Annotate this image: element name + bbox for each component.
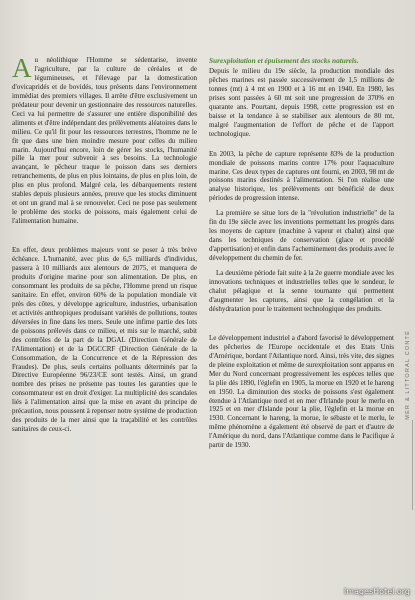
side-label: MER & LITTORAL CONTÉ: [405, 330, 411, 420]
side-rule: [412, 420, 413, 510]
body-paragraph-2: En effet, deux problèmes majeurs vont se poser à très brève échéance. L'humanité, avec plus de 6,5 milliards d'individus, passera à 10 milliards aux alentours de 2075, et manquera de produits d'origine marine pour son alimentation. De plus, en consommant les produits de sa pêche, l'Homme prend un risque sanitaire. En effet, environ 60% de la population mondiale vit près des côtes, y développe agriculture, industries, urbanisation et activités anthropiques produisant variétés de pollutions, toutes déversées in fine dans les mers. Seule une infime partie des lots de poissons prélevés dans ce milieu, et mis sur le marché, subit des contrôles de la part de la DGAL (Direction Générale de l'Alimentation) et de la DGCCRF (Direction Générale de la Consommation, de la Concurrence et de la Répression des Fraudes). De plus, seuls certains polluants déterminés par la Directive Européenne 96/23/CE sont testés. Ainsi, un grand nombre des prises ne présente pas toutes les garanties que le consommateur est en droit d'exiger. La multiplicité des scandales liés à l'alimentation ainsi que la mise en avant du principe de précaution, nous poussent à repenser notre système de production des produits de la mer ainsi que la traçabilité et les contrôles sanitaires de ceux-ci.: [12, 246, 197, 434]
body-paragraph-4: En 2003, la pêche de capture représente 83% de la production mondiale de poissons marins contre 17% pour l'aquaculture marine. Ces deux types de captures ont fourni, en 2003, 98 mt de poissons marins destinés à l'alimentation. Si l'on réalise une analyse historique, les prélèvements ont bénéficié de deux périodes de progression intense.: [209, 149, 394, 203]
body-paragraph-5: La première se situe lors de la "révolution industrielle" de la fin du 19e siècle avec les inventions permettant les progrès dans les moyens de capture (machine à vapeur et chalut) ainsi que dans les techniques de conservation (glace et procédé d'appertisation) et enfin dans l'acheminement des produits avec le développement du chemin de fer.: [209, 209, 394, 263]
right-column: [209, 56, 394, 456]
drop-cap: A: [12, 53, 32, 83]
intro-text: u néolithique l'Homme se sédentarise, invente l'agriculture, par la culture de céréales et de légumineuses, et l'élevage par la domestication d'ovicapridés et de bovidés, tous présents dans l'environnement immédiat des premiers villages. Il arrête d'être exclusivement un prédateur pour devenir un gestionnaire des ressources naturelles. Ceci va lui permettre de s'assurer une entière disponibilité des aliments et d'être indépendant des prélèvements aléatoires dans le milieu. Ce qu'il fit pour les ressources terrestres, l'homme ne le fit que dans une bien moindre mesure pour celles du milieu marin. Aujourd'hui encore, loin de gérer les stocks, l'humanité pille la mer pour subvenir à ses besoins. La technologie avançant, le pêcheur traque le poisson dans ses derniers retranchements, de plus en plus lointains, de plus en plus loin, de plus en plus profond. Malgré cela, les débarquements restent stables depuis plusieurs années, preuve que les stocks diminuent et ont un grand mal à se renouveler. Ceci ne pose pas seulement le problème des stocks de poissons, mais également celui de l'alimentation humaine.: [12, 56, 197, 226]
left-column: [12, 53, 197, 440]
section-title: Surexploitation et épuisement des stocks naturels.: [209, 56, 359, 65]
body-paragraph-7: Le développement industriel a d'abord favorisé le développement des pêcheries de l'Europe occidentale et des Etats Unis d'Amérique, bordant l'Atlantique nord. Ainsi, très vite, des signes de pleine exploitation et même de surexploitation sont apparus en Mer du Nord concernant progressivement les espèces telles que la plie dès 1890, l'églefin en 1905, la morue en 1920 et le hareng en 1950. La diminution des stocks de poissons s'est également étendue à l'Atlantique nord et en mer d'Irlande pour le merlu en 1925 et en mer d'Islande pour la plie, l'églefin et la morue en 1930. Concernant le hareng, la morue, le sébaste et le merlu, le même phénomène a également été observé de part et d'autre de l'Amérique du nord, dans l'Atlantique comme dans le Pacifique à partir de 1930.: [209, 333, 394, 450]
watermark: ImagesHotel.org: [343, 587, 410, 596]
body-paragraph-3: Depuis le milieu du 19e siècle, la production mondiale des pêches marines est passée successivement de 1,5 millions de tonnes (mt) à 4 mt en 1900 et à 16 mt en 1940. En 1980, les prises sont passées à 60 mt soit une progression de 370% en quarante ans. Pourtant, depuis 1998, cette progression est en baisse et la tendance à se stabiliser aux alentours de 80 mt, malgré l'augmentation de l'effort de pêche et de l'apport technologique.: [209, 67, 394, 138]
intro-paragraph: [12, 53, 197, 226]
body-paragraph-6: La deuxième période fait suite à la 2e guerre mondiale avec les innovations techniques et industrielles telles que le sondeur, le chalut pélagique et la senne tournante qui permettent d'augmenter les captures, ainsi que la congélation et la déshydratation pour le traitement technologique des produits.: [209, 269, 394, 313]
